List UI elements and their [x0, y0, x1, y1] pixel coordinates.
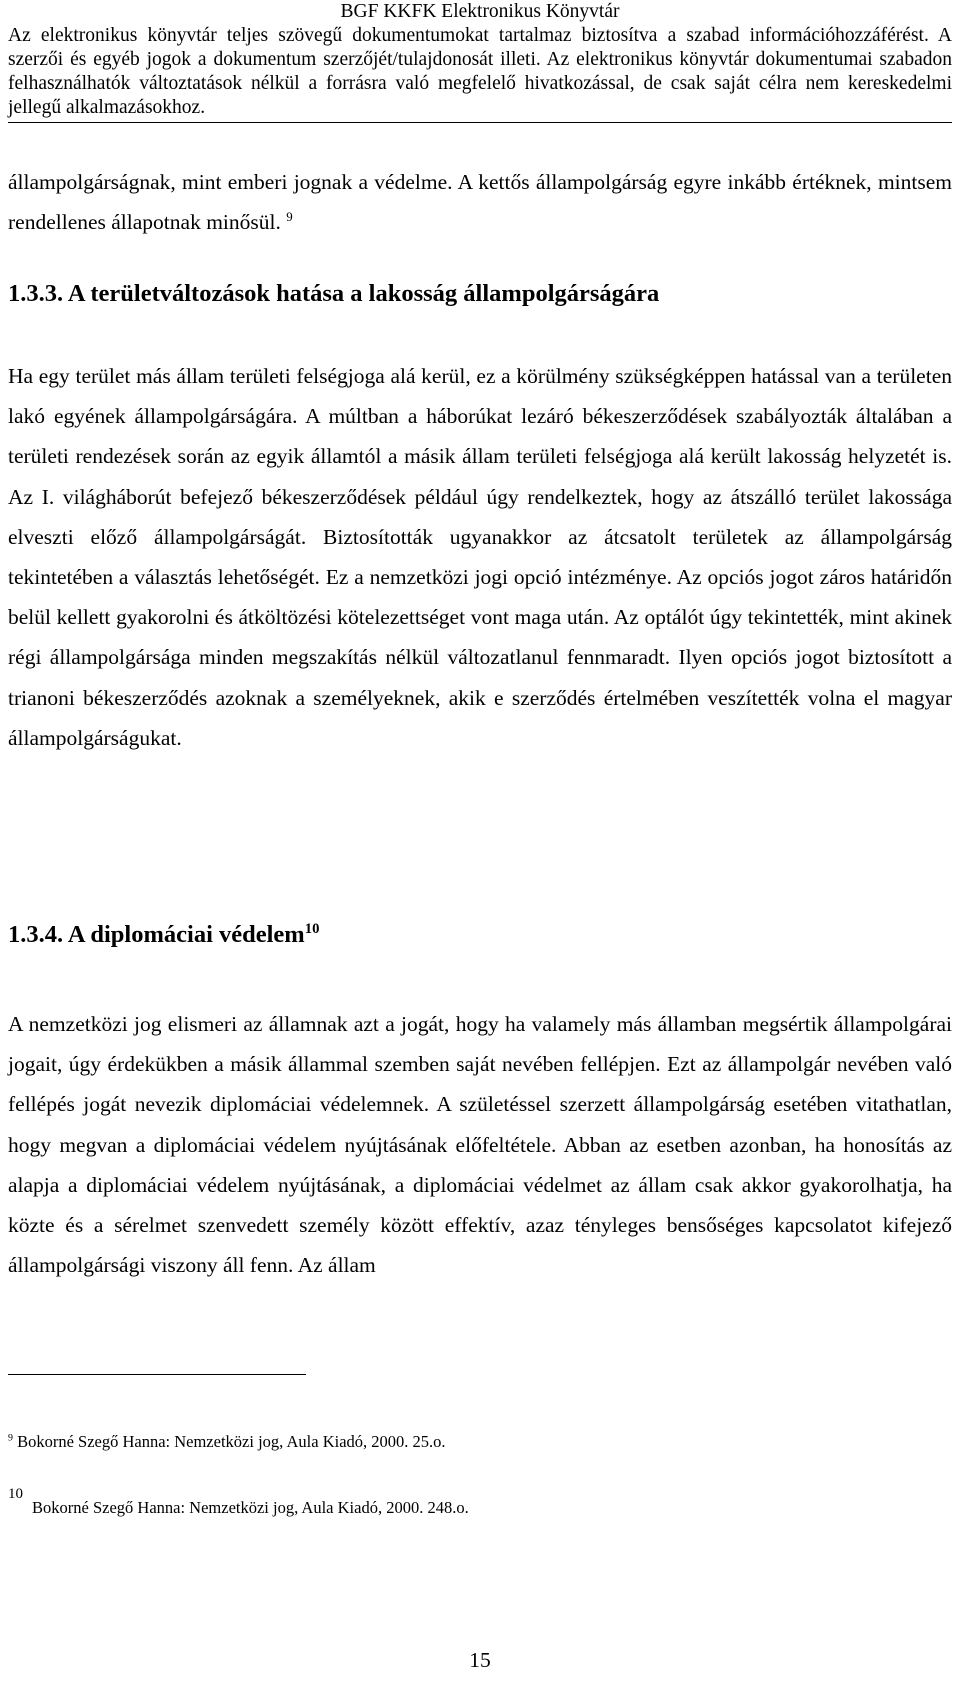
footnote-10-text: Bokorné Szegő Hanna: Nemzetközi jog, Aula Kiadó, 2000. 248.o. [32, 1498, 469, 1517]
header-divider [8, 122, 952, 123]
section-heading-1-3-4 [8, 921, 319, 949]
footnote-9-text: Bokorné Szegő Hanna: Nemzetközi jog, Aula Kiadó, 2000. 25.o. [17, 1432, 446, 1451]
paragraph-intro [8, 162, 952, 242]
page-number: 15 [469, 1648, 491, 1672]
footnote-9 [8, 1432, 446, 1452]
footnote-10-number: 10 [8, 1486, 23, 1502]
section-heading-1-3-4-text: 1.3.4. A diplomáciai védelem [8, 921, 305, 948]
footnote-ref-9[interactable]: 9 [286, 210, 293, 225]
footnote-10 [8, 1484, 469, 1518]
library-header [8, 0, 952, 120]
paragraph-diplomatic: A nemzetközi jog elismeri az államnak azt a jogát, hogy ha valamely más államban megsértik állampolgárai jogait, úgy érdekükben a másik állammal szemben saját nevében fellépjen. Ezt az állampolgár nevében való fellépés jogát nevezik diplomáciai védelemnek. A születéssel szerzett állampolgárság esetében vitathatlan, hogy megvan a diplomáciai védelem nyújtásának előfeltétele. Abban az esetben azonban, ha honosítás az alapja a diplomáciai védelem nyújtásának, a diplomáciai védelmet az állam csak akkor gyakorolhatja, ha közte és a sérelmet szenvedett személy között effektív, azaz tényleges bensőséges kapcsolatot kifejező állampolgársági viszony áll fenn. Az állam [8, 1012, 952, 1278]
copyright-notice: Az elektronikus könyvtár teljes szövegű dokumentumokat tartalmaz biztosítva a szabad információhozzáférést. A szerzői és egyéb jogok a dokumentum szerzőjét/tulajdonosát illeti. Az elektronikus könyvtár dokumentumai szabadon felhasználhatók változtatások nélkül a forrásra való megfelelő hivatkozással, de csak saját célra nem kereskedelmi jellegű alkalmazásokhoz. [8, 25, 952, 118]
footnote-ref-10[interactable]: 10 [304, 920, 320, 937]
footnote-9-number: 9 [8, 1432, 13, 1444]
library-title: BGF KKFK Elektronikus Könyvtár [340, 1, 620, 22]
paragraph-territory: Ha egy terület más állam területi felségjoga alá kerül, ez a körülmény szükségképpen hatással van a területen lakó egyének állampolgárságára. A múltban a háborúkat lezáró békeszerződések szabályozták általában a területi rendezések során az egyik államtól a másik állam területi felségjoga alá került lakosság helyzetét is. Az I. világháborút befejező békeszerződések például úgy rendelkeztek, hogy az átszálló terület lakossága elveszti előző állampolgárságát. Biztosították ugyanakkor az átcsatolt területek az állampolgárság tekintetében a választás lehetőségét. Ez a nemzetközi jogi opció intézménye. Az opciós jogot záros határidőn belül kellett gyakorolni és átköltözési kötelezettséget vont maga után. Az optálót úgy tekintették, mint akinek régi állampolgársága minden megszakítás nélkül változatlanul fennmaradt. Ilyen opciós jogot biztosított a trianoni békeszerződés azoknak a személyeknek, akik e szerződés értelmében veszítették volna el magyar állampolgárságukat. [8, 364, 952, 750]
footnote-divider [8, 1374, 306, 1375]
paragraph-intro-text: állampolgárságnak, mint emberi jognak a védelme. A kettős állampolgárság egyre inkább értéknek, mintsem rendellenes állapotnak minősül. [8, 170, 952, 235]
section-heading-1-3-3: 1.3.3. A területváltozások hatása a lakosság állampolgárságára [8, 280, 660, 307]
